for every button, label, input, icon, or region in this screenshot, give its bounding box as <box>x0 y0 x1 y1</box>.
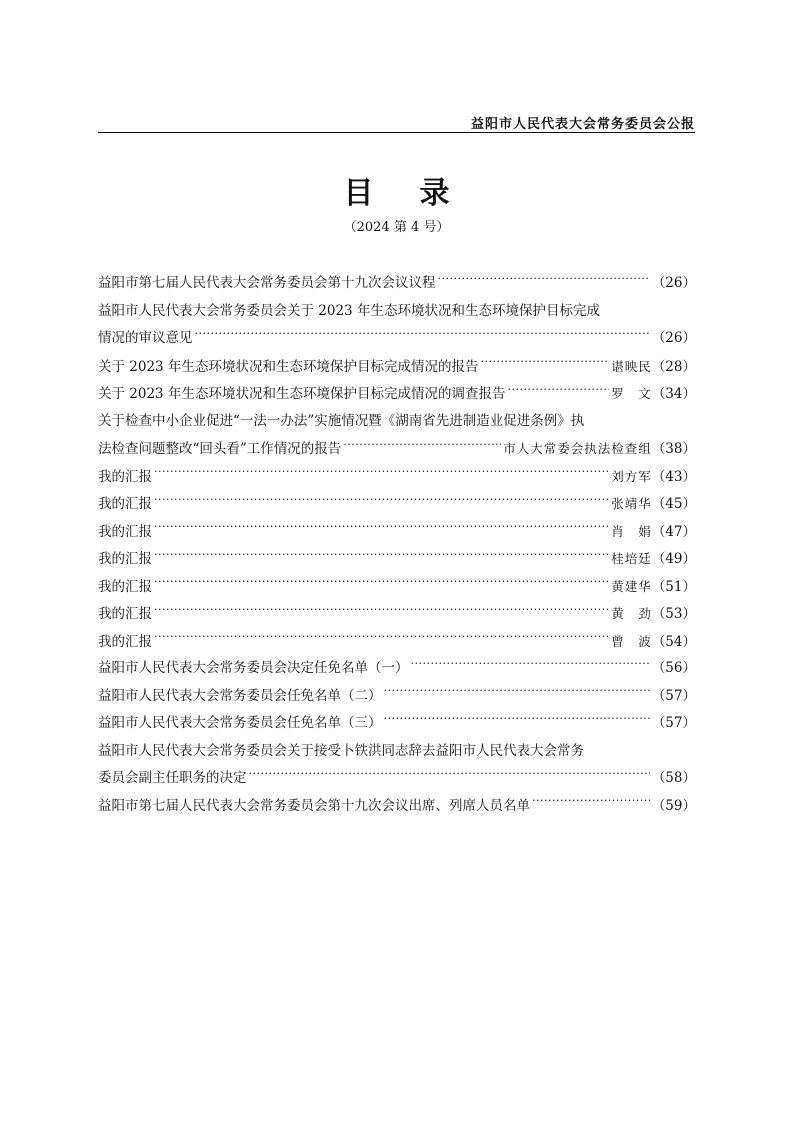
toc-entry-page[interactable]: （54） <box>651 633 696 650</box>
toc-entry-title: 益阳市人民代表大会常务委员会任免名单（二） <box>98 687 382 704</box>
toc-entry-title: 情况的审议意见 <box>98 330 193 346</box>
toc-entry-page[interactable]: （57） <box>651 687 696 704</box>
dot-leader <box>154 605 609 619</box>
toc-entry-page[interactable]: （51） <box>651 578 696 595</box>
toc-entry-title: 关于检查中小企业促进“一法一办法”实施情况暨《湖南省先进制造业促进条例》执 <box>98 412 585 429</box>
toc-entry-title: 益阳市第七届人民代表大会常务委员会第十九次会议出席、列席人员名单 <box>98 797 530 814</box>
toc-entry-title: 益阳市人民代表大会常务委员会关于接受卜铁洪同志辞去益阳市人民代表大会常务 <box>98 742 584 759</box>
toc-entry-title: 我的汇报 <box>98 523 152 540</box>
toc-entry-title: 我的汇报 <box>98 633 152 650</box>
toc-entry-page[interactable]: （53） <box>651 606 696 622</box>
toc-entry-title: 法检查问题整改“回头看”工作情况的报告 <box>98 441 342 457</box>
dot-leader <box>154 467 609 481</box>
issue-number: （2024 第 4 号） <box>343 220 450 235</box>
toc-entry-page[interactable]: （38） <box>651 441 696 457</box>
dot-leader <box>154 495 609 509</box>
toc-entry-author: 罗 文 <box>611 386 652 401</box>
toc-entry[interactable] <box>98 353 696 381</box>
toc-entry[interactable] <box>98 600 696 628</box>
toc-entry[interactable] <box>98 573 696 601</box>
dot-leader <box>195 329 650 343</box>
header-divider <box>98 132 695 133</box>
toc-entry-page[interactable]: （43） <box>651 468 696 485</box>
toc-entry[interactable] <box>98 710 696 738</box>
dot-leader <box>154 550 609 564</box>
toc-entry-author: 曾 波 <box>611 633 652 649</box>
dot-leader <box>411 659 650 673</box>
dot-leader <box>532 796 650 810</box>
toc-entry-title: 我的汇报 <box>98 578 152 595</box>
toc-entry-page[interactable]: （26） <box>651 330 696 346</box>
toc-entry-author: 肖 娟 <box>611 523 652 539</box>
toc-entry-author: 市人大常委会执法检查组 <box>503 441 652 456</box>
dot-leader <box>343 440 501 454</box>
toc-entry-author: 桂培廷 <box>611 551 652 566</box>
toc-entry-author: 黄 劲 <box>611 606 652 621</box>
dot-leader <box>154 522 609 536</box>
toc-entry[interactable] <box>98 298 696 353</box>
dot-leader <box>154 577 609 591</box>
toc-entry-page[interactable]: （49） <box>651 551 696 567</box>
publication-header: 益阳市人民代表大会常务委员会公报 <box>470 117 695 132</box>
toc-entry[interactable] <box>98 683 696 711</box>
dot-leader <box>384 714 650 728</box>
toc-entry-author: 谌映民 <box>611 358 652 374</box>
toc-entry[interactable] <box>98 270 696 298</box>
toc-entry-author: 张靖华 <box>611 496 652 511</box>
toc-entry[interactable] <box>98 380 696 408</box>
dot-leader <box>384 686 650 700</box>
toc-entry-title: 益阳市人民代表大会常务委员会决定任免名单（一） <box>98 660 409 676</box>
toc-entry-title: 关于 2023 年生态环境状况和生态环境保护目标完成情况的报告 <box>98 358 479 375</box>
toc-entry[interactable] <box>98 628 696 656</box>
toc-entry-title: 我的汇报 <box>98 606 152 622</box>
toc-entry-title: 我的汇报 <box>98 551 152 567</box>
dot-leader <box>507 385 609 399</box>
toc-entry-page[interactable]: （59） <box>651 797 696 814</box>
toc-entry-page[interactable]: （58） <box>651 770 696 786</box>
toc-entry-page[interactable]: （28） <box>651 358 696 375</box>
toc-entry-author: 黄建华 <box>611 578 652 594</box>
toc-entry[interactable] <box>98 408 696 463</box>
toc-entry-page[interactable]: （56） <box>651 660 696 676</box>
toc-entry-title: 我的汇报 <box>98 468 152 485</box>
toc-entry-page[interactable]: （34） <box>651 386 696 402</box>
toc-entry-title: 益阳市人民代表大会常务委员会任免名单（三） <box>98 715 382 731</box>
toc-entry[interactable] <box>98 655 696 683</box>
toc-entry-page[interactable]: （57） <box>651 715 696 731</box>
toc-entry[interactable] <box>98 490 696 518</box>
dot-leader <box>154 632 609 646</box>
toc-entry-title: 关于 2023 年生态环境状况和生态环境保护目标完成情况的调查报告 <box>98 386 506 402</box>
toc-entry[interactable] <box>98 738 696 793</box>
toc-entry-title: 委员会副主任职务的决定 <box>98 770 247 786</box>
toc-entry-title: 益阳市人民代表大会常务委员会关于 2023 年生态环境状况和生态环境保护目标完成 <box>98 302 600 319</box>
toc-entry[interactable] <box>98 545 696 573</box>
toc-entry-title: 我的汇报 <box>98 496 152 512</box>
toc-entry-title: 益阳市第七届人民代表大会常务委员会第十九次会议议程 <box>98 275 436 291</box>
dot-leader <box>480 357 609 371</box>
toc-entry-page[interactable]: （26） <box>651 275 696 291</box>
page-title: 目录 <box>343 176 496 211</box>
table-of-contents <box>98 270 696 820</box>
toc-entry[interactable] <box>98 793 696 821</box>
toc-entry[interactable] <box>98 518 696 546</box>
dot-leader <box>438 274 650 288</box>
toc-entry-page[interactable]: （47） <box>651 523 696 540</box>
toc-entry-page[interactable]: （45） <box>651 496 696 512</box>
toc-entry-author: 刘方军 <box>611 468 652 484</box>
dot-leader <box>249 769 650 783</box>
toc-entry[interactable] <box>98 463 696 491</box>
